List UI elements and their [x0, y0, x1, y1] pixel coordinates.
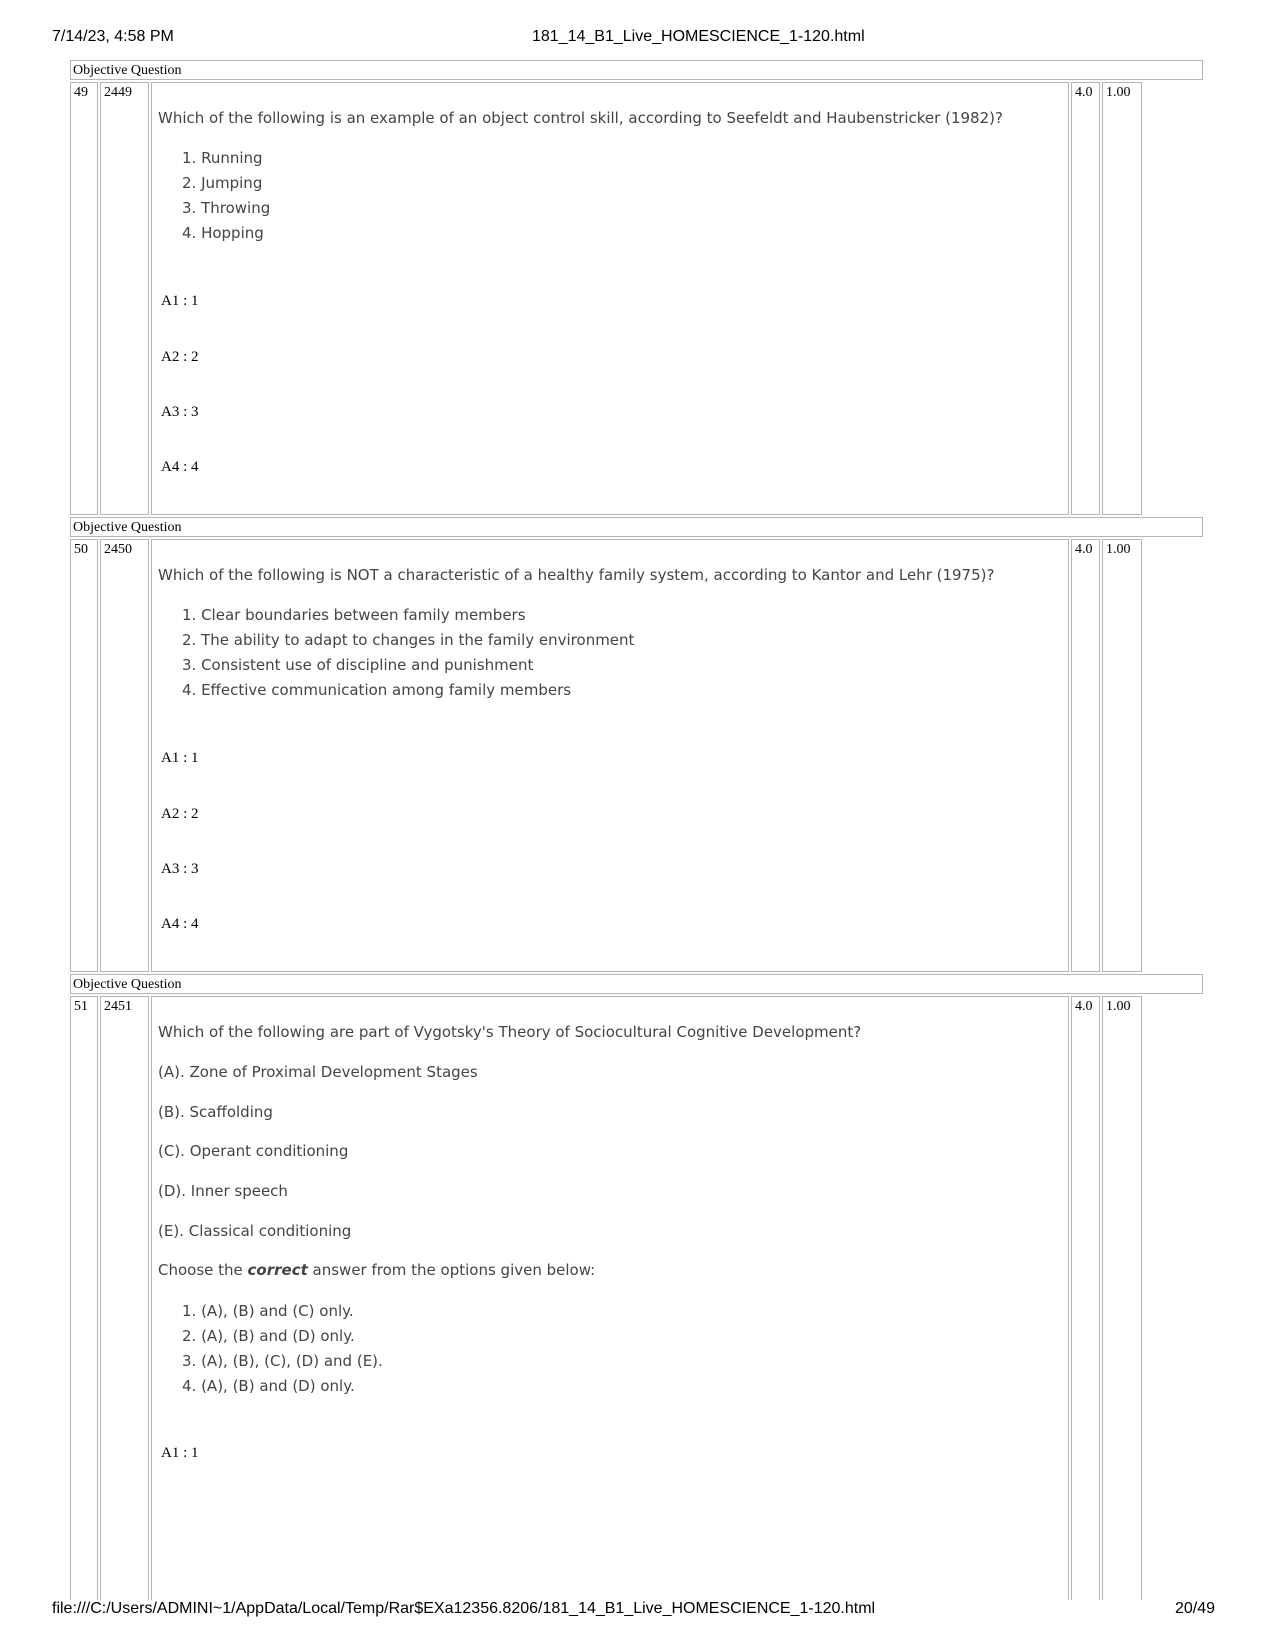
question-number: 50	[70, 539, 98, 972]
option-item: 3. Throwing	[182, 199, 271, 217]
question-id: 2451	[100, 996, 149, 1600]
marks-value: 4.0	[1071, 996, 1100, 1600]
question-id: 2450	[100, 539, 149, 972]
question-table	[70, 60, 1205, 1600]
option-item: 1. (A), (B) and (C) only.	[182, 1302, 354, 1320]
marks-value: 4.0	[1071, 82, 1100, 515]
question-body	[151, 82, 1069, 515]
answer-choice: A2 : 2	[161, 349, 199, 365]
answer-choice: A3 : 3	[161, 404, 199, 420]
statement-item: (E). Classical conditioning	[158, 1222, 352, 1240]
answer-choice: A1 : 1	[161, 1445, 199, 1461]
option-list	[182, 603, 634, 703]
option-item: 1. Clear boundaries between family members	[182, 606, 526, 624]
instruction-text	[158, 1261, 595, 1279]
option-item: 2. (A), (B) and (D) only.	[182, 1327, 355, 1345]
question-type-label: Objective Question	[70, 974, 1203, 994]
negative-marks-value: 1.00	[1102, 996, 1142, 1600]
question-text: Which of the following is NOT a characteristic of a healthy family system, according to Kantor and Lehr (1975)?	[158, 566, 995, 584]
statement-item: (D). Inner speech	[158, 1182, 288, 1200]
answer-choice: A2 : 2	[161, 806, 199, 822]
option-item: 3. (A), (B), (C), (D) and (E).	[182, 1352, 383, 1370]
option-item: 2. Jumping	[182, 174, 263, 192]
page-number: 20/49	[1175, 1600, 1216, 1617]
statement-item: (A). Zone of Proximal Development Stages	[158, 1063, 478, 1081]
option-item: 3. Consistent use of discipline and punishment	[182, 656, 534, 674]
instruction-emphasis: correct	[247, 1261, 308, 1279]
question-body	[151, 996, 1069, 1600]
option-item: 2. The ability to adapt to changes in the family environment	[182, 631, 635, 649]
option-item: 1. Running	[182, 149, 263, 167]
option-item: 4. (A), (B) and (D) only.	[182, 1377, 355, 1395]
negative-marks-value: 1.00	[1102, 539, 1142, 972]
question-number: 49	[70, 82, 98, 515]
answer-choice: A4 : 4	[161, 459, 199, 475]
option-item: 4. Hopping	[182, 224, 264, 242]
question-number: 51	[70, 996, 98, 1600]
question-id: 2449	[100, 82, 149, 515]
statement-item: (B). Scaffolding	[158, 1103, 273, 1121]
option-list	[182, 146, 270, 246]
question-body	[151, 539, 1069, 972]
answer-choice: A1 : 1	[161, 293, 199, 309]
answer-choice: A3 : 3	[161, 861, 199, 877]
print-file-path: file:///C:/Users/ADMINI~1/AppData/Local/Temp/Rar$EXa12356.8206/181_14_B1_Live_HOMESCIENCE_1-120.html	[52, 1600, 876, 1617]
negative-marks-value: 1.00	[1102, 82, 1142, 515]
option-list	[182, 1299, 383, 1399]
marks-value: 4.0	[1071, 539, 1100, 972]
question-type-label: Objective Question	[70, 60, 1203, 80]
question-text: Which of the following are part of Vygotsky's Theory of Sociocultural Cognitive Development?	[158, 1023, 862, 1041]
question-text: Which of the following is an example of an object control skill, according to Seefeldt and Haubenstricker (1982)?	[158, 109, 1003, 127]
print-document-title: 181_14_B1_Live_HOMESCIENCE_1-120.html	[532, 28, 865, 45]
instruction-lead: Choose the	[158, 1261, 248, 1279]
statement-item: (C). Operant conditioning	[158, 1142, 349, 1160]
question-type-label: Objective Question	[70, 517, 1203, 537]
print-datetime: 7/14/23, 4:58 PM	[52, 28, 174, 45]
answer-choice: A1 : 1	[161, 750, 199, 766]
option-item: 4. Effective communication among family members	[182, 681, 572, 699]
answer-choice: A4 : 4	[161, 916, 199, 932]
instruction-tail: answer from the options given below:	[307, 1261, 596, 1279]
